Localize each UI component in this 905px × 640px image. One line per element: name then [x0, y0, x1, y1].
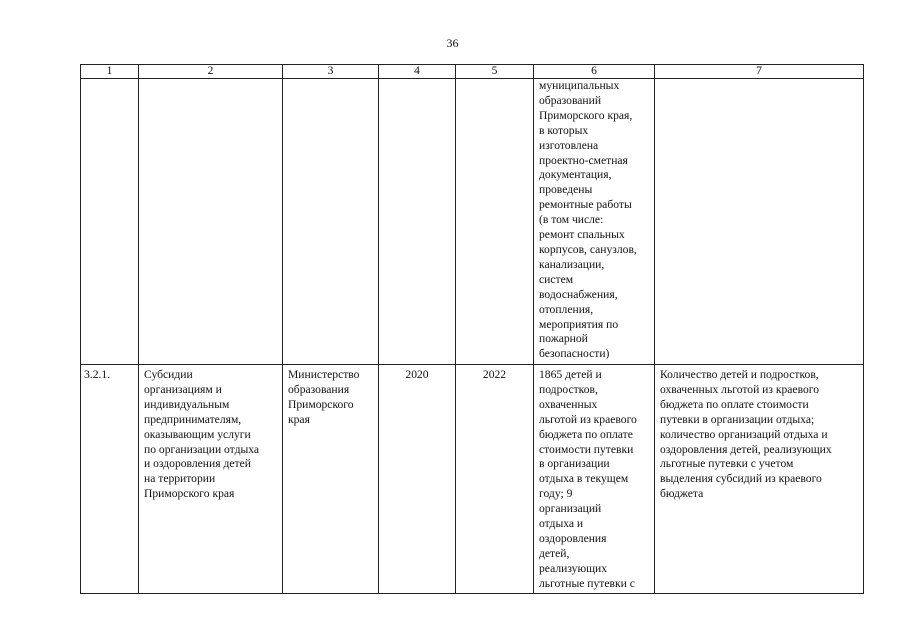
- program-table: [80, 64, 864, 594]
- table-row: [81, 79, 864, 365]
- column-number-3: 3: [283, 65, 379, 79]
- row-number-cell: [81, 79, 139, 365]
- indicator-link-cell: Количество детей и подростков, охваченных льготой из краевого бюджета по оплате стоимости путевки в организации отдыха; количество организаций отдыха и оздоровления детей, реализующих льготные путевки с учетом выделения субсидий из краевого бюджета: [655, 365, 864, 594]
- start-year-cell: 2020: [379, 365, 456, 594]
- column-number-4: 4: [379, 65, 456, 79]
- responsible-cell: Министерство образования Приморского края: [283, 365, 379, 594]
- expected-result-cell: муниципальных образований Приморского края, в которых изготовлена проектно-сметная документация, проведены ремонтные работы (в том числе: ремонт спальных корпусов, санузлов, канализации, систем водоснабжения, отопления, мероприятия по пожарной безопасности): [534, 79, 655, 365]
- column-number-row: [81, 65, 864, 79]
- responsible-cell: [283, 79, 379, 365]
- measure-name-cell: [139, 79, 283, 365]
- expected-result-cell: 1865 детей и подростков, охваченных льготой из краевого бюджета по оплате стоимости путевки в организации отдыха в текущем году; 9 организаций отдыха и оздоровления детей, реализующих льготные путевки с: [534, 365, 655, 594]
- column-number-2: 2: [139, 65, 283, 79]
- end-year-cell: [456, 79, 534, 365]
- indicator-link-cell: [655, 79, 864, 365]
- page-number: 36: [446, 36, 459, 50]
- start-year-cell: [379, 79, 456, 365]
- column-number-1: 1: [81, 65, 139, 79]
- column-number-5: 5: [456, 65, 534, 79]
- end-year-cell: 2022: [456, 365, 534, 594]
- column-number-7: 7: [655, 65, 864, 79]
- measure-name-cell: Субсидии организациям и индивидуальным предпринимателям, оказывающим услуги по организации отдыха и оздоровления детей на территории Приморского края: [139, 365, 283, 594]
- table-row: [81, 365, 864, 594]
- row-number-cell: 3.2.1.: [81, 365, 139, 594]
- column-number-6: 6: [534, 65, 655, 79]
